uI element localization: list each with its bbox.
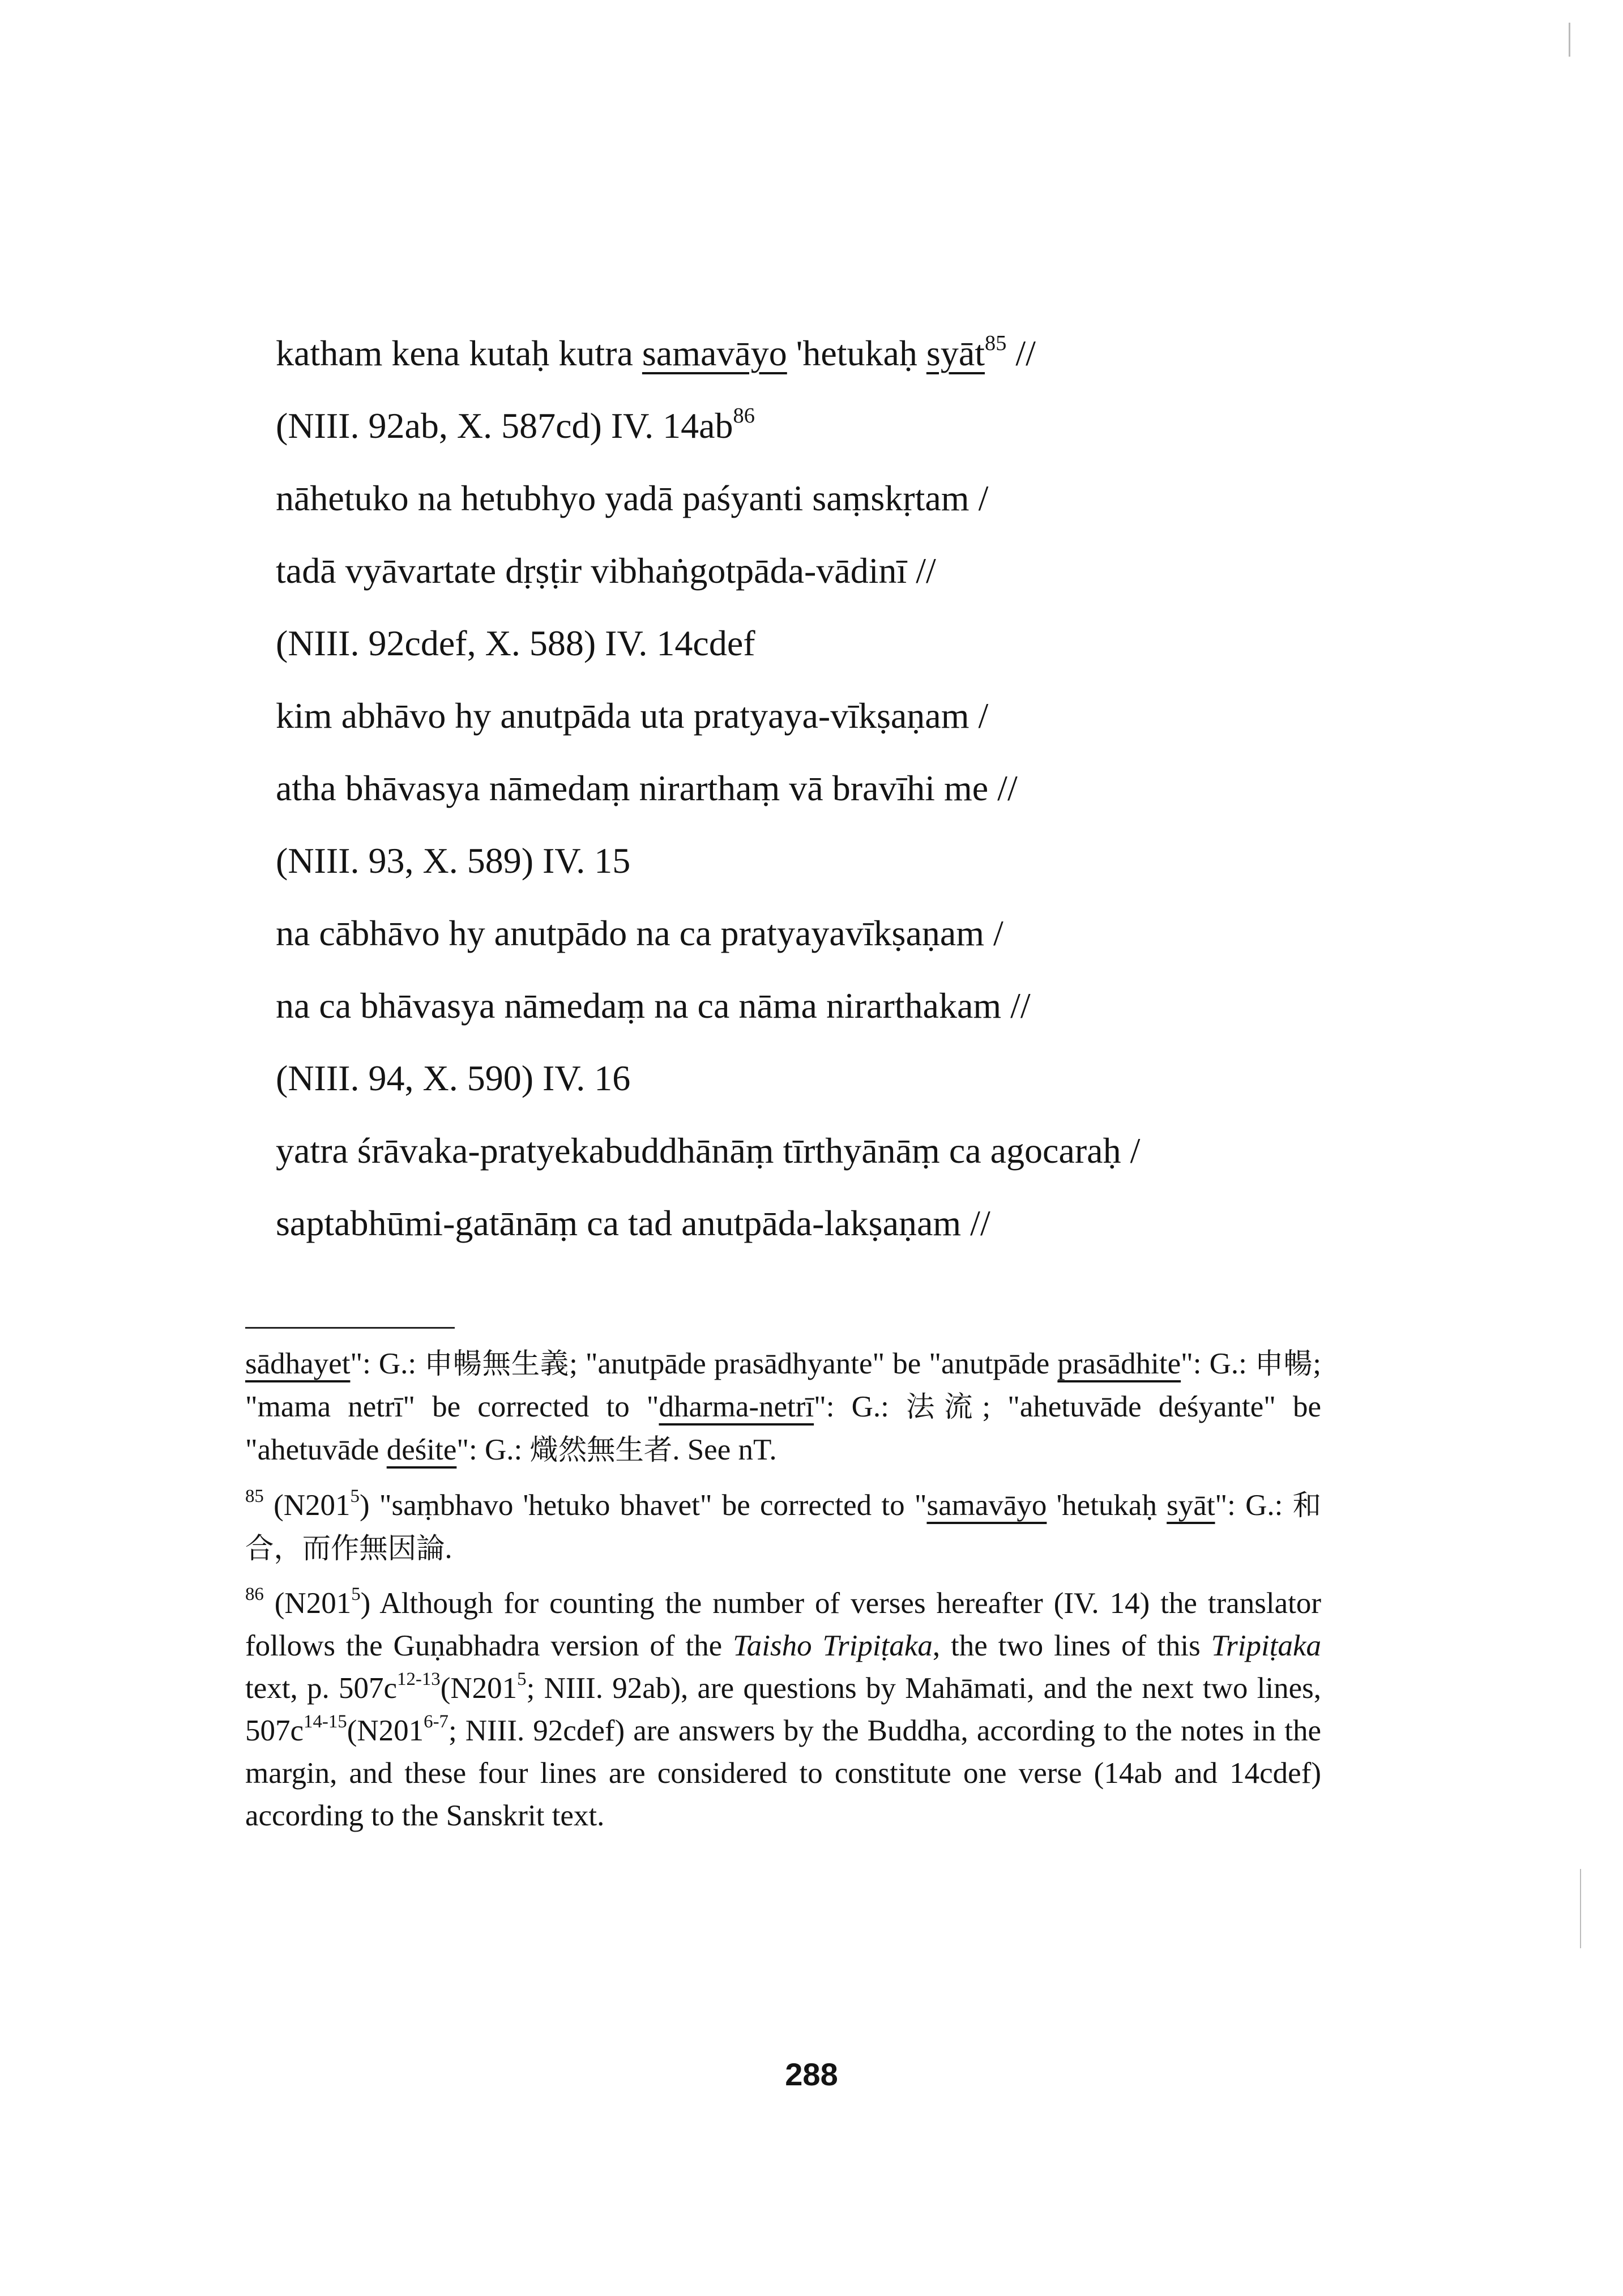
note-text: ": G.: [456,1433,530,1466]
note-text: (N201 [440,1672,518,1705]
note-text: . [445,1532,452,1565]
verse-line [276,317,1465,390]
verse-line: yatra śrāvaka-pratyekabuddhānāṃ tīrthyānāṃ ca agocaraḥ / [276,1130,1141,1171]
verse-line: nāhetuko na hetubhyo yadā paśyanti saṃskṛtam / [276,478,989,518]
chinese-text: 和合，而作無因論 [245,1488,1321,1565]
note-text: ) "saṃbhavo 'hetuko bhavet" be corrected to " [359,1489,927,1522]
note-text: (N201 [347,1714,424,1747]
underlined-term: syāt [1167,1489,1215,1522]
chinese-text: 申暢無生義 [424,1347,570,1380]
chinese-text: 申暢 [1254,1347,1313,1380]
note-text: ) Although for counting the number of verses hereafter (IV. 14) the translator follows the Guṇabhadra version of the [245,1587,1321,1662]
verse-block [276,317,1465,1260]
verse-text: // [1006,333,1036,373]
verse-reference: (NIII. 94, X. 590) IV. 16 [276,1058,631,1098]
scan-mark [1580,1869,1581,1948]
superscript: 12-13 [397,1669,441,1689]
verse-line: tadā vyāvartate dṛṣṭir vibhaṅgotpāda-vādinī // [276,550,936,591]
note-text: (N201 [263,1587,352,1620]
chinese-text: 熾然無生者 [529,1433,673,1466]
note-text: . See nT. [672,1433,777,1466]
verse-text: 'hetukaḥ [787,333,926,373]
superscript: 14-15 [304,1712,347,1732]
verse-line: na cābhāvo hy anutpādo na ca pratyayavīkṣaṇam / [276,913,1003,953]
footnote-number: 85 [245,1486,264,1507]
note-text: ": G.: [1215,1489,1293,1522]
reference-text: (NIII. 92ab, X. 587cd) IV. 14ab [276,406,733,446]
note-text: , the two lines of this [932,1629,1211,1662]
italic-title: Tripiṭaka [1211,1629,1322,1662]
footnote-number: 86 [245,1584,264,1604]
verse-text: katham kena kutaḥ kutra [276,333,642,373]
note-text: ": G.: [814,1390,906,1423]
superscript: 5 [350,1486,360,1507]
verse-line: atha bhāvasya nāmedaṃ nirarthaṃ vā bravīhi me // [276,768,1018,808]
footnote-85 [245,1484,1321,1570]
superscript: 5 [517,1669,527,1689]
note-text: text, p. 507c [245,1672,398,1705]
verse-reference [276,390,1465,462]
verse-reference: (NIII. 93, X. 589) IV. 15 [276,840,631,881]
superscript: 5 [351,1584,361,1604]
underlined-term: samavāyo [926,1489,1047,1522]
note-text: ; NIII. 92ab), are questions by Mahāmati, and the next two lines, 507c [245,1672,1321,1747]
underlined-term: sādhayet [245,1347,351,1380]
page-number: 288 [785,2056,838,2092]
footnote-continued [245,1342,1321,1471]
note-text: ; NIII. 92cdef) are answers by the Buddha, according to the notes in the margin, and these four lines are considered to constitute one verse (14ab and 14cdef) according to the Sanskrit text. [245,1714,1321,1832]
note-text: ; "anutpāde prasādhyante" be "anutpāde [569,1347,1058,1380]
note-text: (N201 [263,1489,351,1522]
underlined-term: syāt [926,333,985,373]
underlined-term: dharma-netrī [659,1390,814,1423]
footnote-divider [245,1327,455,1329]
note-text: 'hetukaḥ [1047,1489,1167,1522]
superscript: 6-7 [424,1712,449,1732]
note-text: ": G.: [1181,1347,1255,1380]
footnotes [245,1342,1321,1850]
chinese-text: 法流 [906,1390,983,1423]
verse-reference: (NIII. 92cdef, X. 588) IV. 14cdef [276,623,755,663]
footnote-ref: 85 [985,331,1007,356]
underlined-term: deśite [386,1433,457,1466]
underlined-term: prasādhite [1057,1347,1181,1380]
footnote-86 [245,1582,1321,1837]
note-text: ; "ahetuvāde deśyante" be "ahetuvāde [245,1390,1321,1466]
note-text: ; "mama netrī" be corrected to " [245,1347,1322,1423]
italic-title: Taisho Tripiṭaka [733,1629,933,1662]
note-text: ": G.: [350,1347,425,1380]
verse-line: na ca bhāvasya nāmedaṃ na ca nāma nirarthakam // [276,985,1031,1026]
underlined-term: samavāyo [642,333,787,373]
footnote-ref: 86 [733,404,755,428]
verse-line: kim abhāvo hy anutpāda uta pratyaya-vīkṣaṇam / [276,695,989,736]
verse-line: saptabhūmi-gatānāṃ ca tad anutpāda-lakṣaṇam // [276,1203,990,1243]
scan-mark [1569,23,1570,57]
